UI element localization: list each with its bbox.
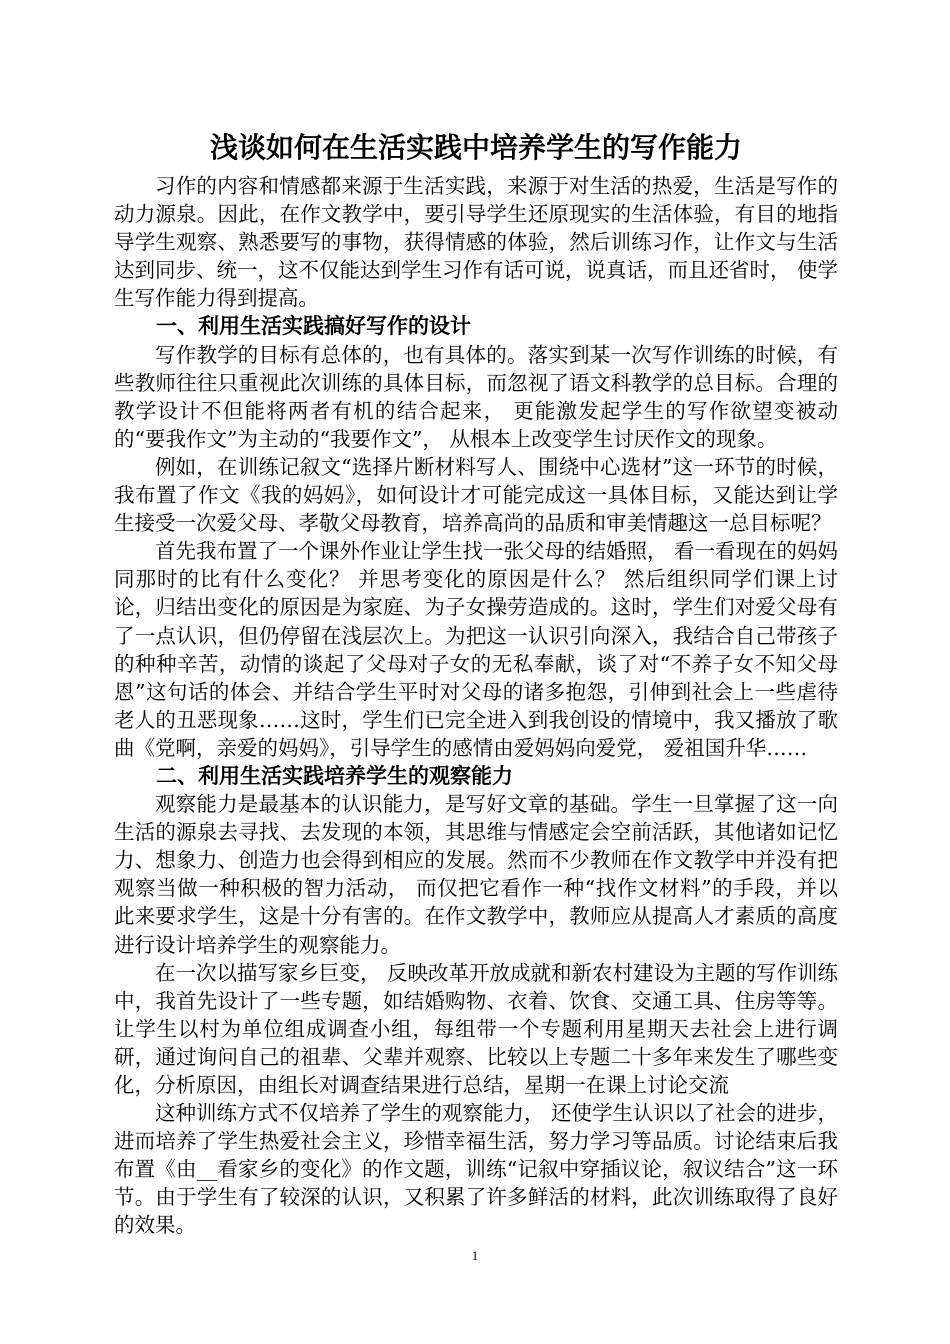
section-2-paragraph: 在一次以描写家乡巨变， 反映改革开放成就和新农村建设为主题的写作训练中，我首先设计了一些专题，如结婚购物、衣着、饮食、交通工具、住房等等。让学生以村为单位组成调查小组，每组带一个专题利用星期天去社会上进行调研，通过询问自己的祖辈、父辈并观察、比较以上专题二十多年来发生了哪些变化，分析原因，由组长对调查结果进行总结，星期一在课上讨论交流	[114, 960, 839, 1097]
section-2-paragraph: 观察能力是最基本的认识能力，是写好文章的基础。学生一旦掌握了这一向生活的源泉去寻找、去发现的本领，其思维与情感定会空前活跃，其他诸如记忆力、想象力、创造力也会得到相应的发展。然而不少教师在作文教学中并没有把观察当做一种积极的智力活动， 而仅把它看作一种“找作文材料”的手段，并以此来要求学生，这是十分有害的。在作文教学中，教师应从提高人才素质的高度进行设计培养学生的观察能力。	[114, 792, 838, 957]
page-number: 1	[471, 1248, 479, 1263]
section-1-heading: 一、利用生活实践搞好写作的设计	[156, 314, 471, 339]
document-body	[114, 172, 838, 1240]
section-1-paragraph: 例如，在训练记叙文“选择片断材料写人、围绕中心选材”这一环节的时候，我布置了作文《我的妈妈》，如何设计才可能完成这一具体目标，又能达到让学生接受一次爱父母、孝敬父母教育，培养高尚的品质和审美情趣这一总目标呢？	[114, 454, 838, 536]
section-2-paragraph: 这种训练方式不仅培养了学生的观察能力， 还使学生认识以了社会的进步，进而培养了学生热爱社会主义，珍惜幸福生活，努力学习等品质。讨论结束后我布置《由__看家乡的变化》的作文题，训练“记叙中穿插议论，叙议结合”这一环节。由于学生有了较深的认识，又积累了许多鲜活的材料，此次训练取得了良好的效果。	[114, 1101, 839, 1238]
intro-paragraph: 习作的内容和情感都来源于生活实践，来源于对生活的热爱，生活是写作的动力源泉。因此，在作文教学中，要引导学生还原现实的生活体验，有目的地指导学生观察、熟悉要写的事物，获得情感的体验，然后训练习作，让作文与生活达到同步、统一，这不仅能达到学生习作有话可说，说真话，而且还省时， 使学生写作能力得到提高。	[114, 174, 839, 311]
section-2-heading: 二、利用生活实践培养学生的观察能力	[156, 763, 513, 788]
section-1-paragraph: 写作教学的目标有总体的，也有具体的。落实到某一次写作训练的时候，有些教师往往只重视此次训练的具体目标，而忽视了语文科教学的总目标。合理的教学设计不但能将两者有机的结合起来， 更能激发起学生的写作欲望变被动的“要我作文”为主动的“我要作文”， 从根本上改变学生讨厌作文的现象。	[114, 342, 838, 451]
section-1-paragraph: 首先我布置了一个课外作业让学生找一张父母的结婚照， 看一看现在的妈妈同那时的比有什么变化？ 并思考变化的原因是什么？ 然后组织同学们课上讨论，归结出变化的原因是为家庭、为子女操劳造成的。这时，学生们对爱父母有了一点认识，但仍停留在浅层次上。为把这一认识引向深入，我结合自己带孩子的种种辛苦，动情的谈起了父母对子女的无私奉献，谈了对“不养子女不知父母恩”这句话的体会、并结合学生平时对父母的诸多抱怨，引伸到社会上一些虐待老人的丑恶现象……这时，学生们已完全进入到我创设的情境中，我又播放了歌曲《党啊，亲爱的妈妈》，引导学生的感情由爱妈妈向爱党， 爱祖国升华……	[114, 539, 839, 760]
document-title: 浅谈如何在生活实践中培养学生的写作能力	[209, 131, 742, 164]
